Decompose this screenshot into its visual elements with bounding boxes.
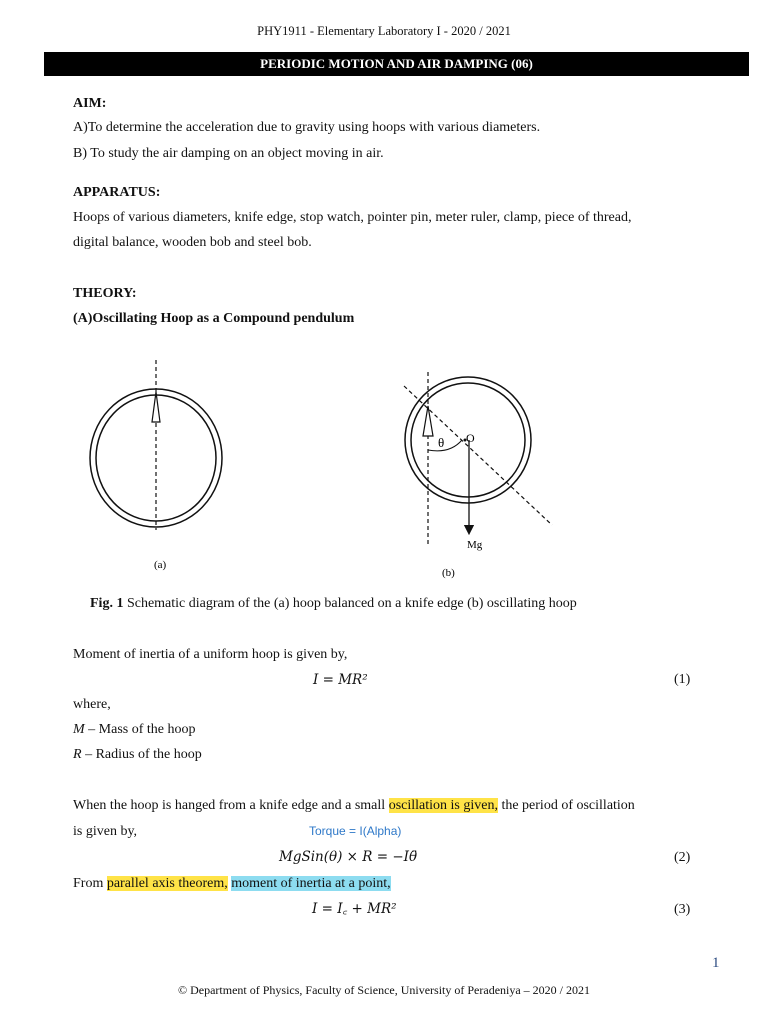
aim-heading: AIM: (73, 96, 107, 111)
page-header: PHY1911 - Elementary Laboratory I - 2020 / 2021 (257, 24, 511, 38)
highlight-moment-at-point: moment of inertia at a point, (231, 876, 391, 891)
figure-caption-label: Fig. 1 (90, 596, 124, 611)
highlight-parallel-axis: parallel axis theorem, (106, 876, 228, 891)
equation-2-number: (2) (674, 850, 691, 865)
definition-m-text: – Mass of the hoop (84, 722, 196, 737)
equation-2: MgSin(θ) × R = −Iθ̈ (279, 849, 418, 865)
page-number: 1 (712, 955, 720, 971)
figure-label-b: (b) (442, 567, 455, 579)
definition-m (73, 720, 196, 740)
hoop-a (90, 360, 222, 530)
aim-a: A)To determine the acceleration due to gravity using hoops with various diameters. (73, 120, 541, 135)
when-line (73, 796, 635, 816)
experiment-title: PERIODIC MOTION AND AIR DAMPING (06) (44, 52, 749, 76)
moment-line: Moment of inertia of a uniform hoop is given by, (73, 647, 348, 662)
highlight-oscillation: oscillation is given, (388, 798, 498, 813)
where-label: where, (73, 697, 111, 712)
hoop-b (404, 372, 552, 546)
from-line-start: From (73, 876, 107, 891)
equation-3: I = I꜀ + MR² (312, 901, 397, 917)
pivot-o-label: O (466, 431, 475, 445)
figure-caption (90, 594, 577, 614)
from-line (73, 874, 391, 894)
page-footer: © Department of Physics, Faculty of Science, University of Peradeniya – 2020 / 2021 (177, 983, 591, 997)
definition-m-symbol: M (73, 722, 85, 737)
hoop-diagram (60, 350, 580, 590)
given-by-line: is given by, (73, 824, 138, 839)
torque-annotation: Torque = I(Alpha) (309, 824, 402, 838)
theta-label: θ (438, 435, 445, 450)
apparatus-line-1: Hoops of various diameters, knife edge, stop watch, pointer pin, meter ruler, clamp, piece of thread, (73, 210, 632, 225)
definition-r (73, 745, 202, 765)
when-line-start: When the hoop is hanged from a knife edge and a small (73, 798, 389, 813)
definition-r-text: – Radius of the hoop (81, 747, 202, 762)
mg-label: Mg (467, 539, 483, 551)
apparatus-heading: APPARATUS: (73, 185, 161, 200)
aim-b: B) To study the air damping on an object moving in air. (73, 146, 384, 161)
equation-1-number: (1) (674, 672, 691, 687)
definition-r-symbol: R (73, 747, 82, 762)
theory-heading: THEORY: (73, 286, 137, 301)
apparatus-line-2: digital balance, wooden bob and steel bob. (73, 235, 312, 250)
equation-1: I = MR² (313, 672, 368, 688)
figure-caption-text: Schematic diagram of the (a) hoop balanced on a knife edge (b) oscillating hoop (123, 596, 577, 611)
equation-3-number: (3) (674, 902, 691, 917)
figure-label-a: (a) (154, 559, 167, 571)
when-line-end: the period of oscillation (497, 798, 635, 813)
theory-subheading: (A)Oscillating Hoop as a Compound pendulum (73, 311, 355, 326)
